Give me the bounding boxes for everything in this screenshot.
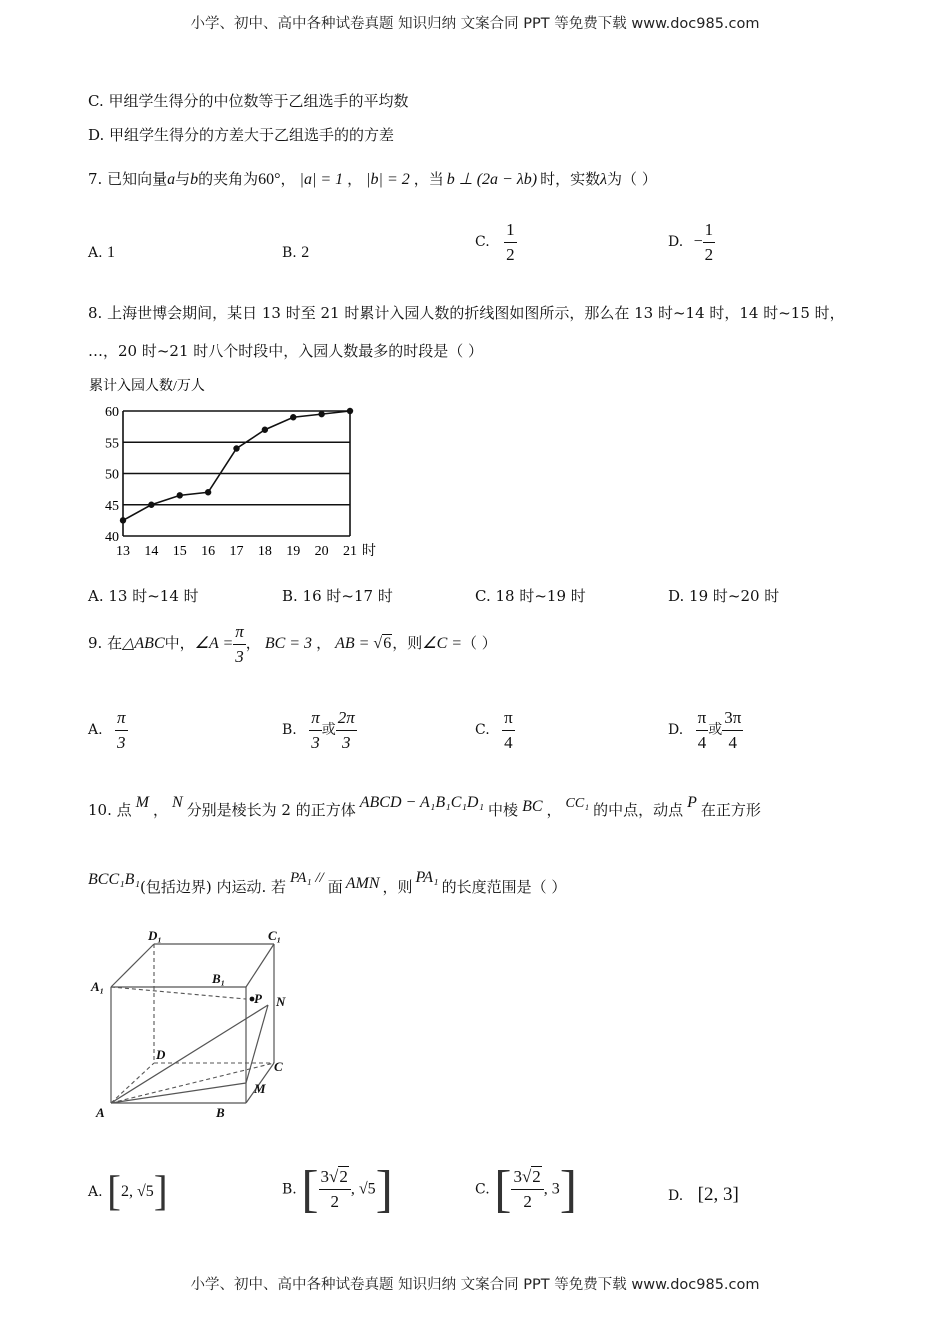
- q10-face: BCC₁B₁: [88, 871, 141, 888]
- q7-option-c-fraction: [504, 220, 517, 264]
- chart-x-tick-16: 16: [201, 544, 216, 559]
- line-a-n: [111, 1005, 268, 1103]
- q10-option-a-label: A.: [88, 1184, 103, 1200]
- q10-option-c-fraction: $\frac{3√2}{2}$: [511, 1167, 543, 1211]
- q7-option-a-value: 1: [107, 244, 116, 261]
- q10-text-midpoint: 的中点，动点: [593, 801, 684, 819]
- chart-title: 累计入园人数/万人: [89, 379, 205, 394]
- q7-lambda: λ: [600, 171, 608, 188]
- q9-option-c-den: 4: [504, 732, 513, 752]
- q9-option-b-label: B.: [282, 722, 297, 739]
- q9-option-d-den-1: 4: [697, 732, 707, 752]
- label-c: C: [274, 1059, 283, 1074]
- q9-option-a-den: 3: [117, 732, 126, 752]
- q7-option-a: [88, 244, 115, 262]
- q7-option-d: [668, 220, 715, 264]
- vector-b: b: [190, 171, 199, 188]
- q8-stem-line-1: 8. 上海世博会期间，某日 13 时至 21 时累计入园人数的折线图如图所示，那么在 13 时~14 时，14 时~15 时，: [88, 304, 845, 322]
- edge-a1-d1: [111, 944, 154, 987]
- q7-option-c-den: 2: [506, 244, 515, 264]
- q7-option-c: [475, 220, 517, 264]
- q9-option-d-label: D.: [668, 722, 684, 739]
- q10-option-c-den: 2: [523, 1192, 532, 1211]
- q9-option-b-den-1: 3: [311, 732, 320, 752]
- q9-option-d-fraction-2: [722, 708, 743, 752]
- q10-stem-line-2: [88, 869, 567, 897]
- q6-option-d: D. 甲组学生得分的方差大于乙组选手的的方差: [88, 126, 395, 144]
- q10-edge-bc: BC: [522, 798, 543, 815]
- q10-pa1-parallel: PA₁ //: [290, 870, 324, 886]
- q10-pa1: PA₁: [415, 869, 439, 886]
- q9-option-d-or: 或: [708, 722, 723, 739]
- line-a1-p-dashed: [111, 987, 246, 999]
- q7-comma-2: ，: [347, 170, 363, 188]
- q9-blank: （ ）: [462, 634, 497, 653]
- q10-point-n: N: [171, 794, 183, 811]
- q9-option-b-den-2: 3: [342, 732, 351, 752]
- q9-option-c-fraction: [502, 708, 515, 752]
- chart-y-tick-55: 55: [105, 436, 119, 452]
- chart-point-19: [290, 414, 296, 420]
- q10-option-b-coef: 3: [320, 1167, 330, 1187]
- chart-grid: [123, 411, 350, 505]
- q6-option-c: C. 甲组学生得分的中位数等于乙组选手的平均数: [88, 92, 409, 110]
- q9-text-1: 9. 在: [88, 634, 123, 653]
- q7-stem: [88, 168, 657, 189]
- q10-point-p: P: [687, 794, 697, 811]
- q9-option-b-fraction-2: [336, 708, 357, 752]
- q10-option-d-label: D.: [668, 1188, 684, 1204]
- q10-text-cube: 分别是棱长为 2 的正方体: [186, 801, 356, 819]
- q10-text-edge: 中棱: [488, 801, 519, 819]
- q10-option-c-label: C.: [475, 1181, 490, 1198]
- q9-option-c-label: C.: [475, 722, 490, 739]
- chart-y-tick-45: 45: [105, 498, 119, 514]
- q7-option-d-num: 1: [703, 220, 716, 243]
- q10-text-1: 10. 点: [88, 801, 132, 819]
- q10-stem-line-1: [88, 794, 761, 820]
- q9-stem: 9. 在△ABC中，∠A = $\frac{\pi}{3}$ ， BC = 3 ， AB = √6，则∠C =（ ）: [88, 622, 497, 666]
- page-footer: 小学、初中、高中各种试卷真题 知识归纳 文案合同 PPT 等免费下载 www.doc985.com: [190, 1277, 760, 1293]
- chart-y-tick-40: 40: [105, 530, 119, 545]
- line-chart: [85, 372, 405, 570]
- q9-angle-a: ∠A =: [194, 635, 234, 653]
- label-b: B: [216, 1105, 225, 1120]
- label-c1: C₁: [268, 928, 282, 943]
- q9-bc: BC = 3: [264, 635, 313, 653]
- q9-option-b-num-2: 2π: [336, 708, 357, 731]
- q9-option-a: [88, 708, 128, 752]
- q7-option-b: [282, 244, 309, 262]
- q10-plane-amn: AMN: [345, 875, 380, 892]
- q10-option-c-tail: , 3: [543, 1180, 560, 1198]
- q10-text-then: ，则: [382, 878, 413, 896]
- q7-text-2: 与: [175, 170, 191, 188]
- edge-b1-c1: [246, 944, 274, 987]
- chart-x-tick-14: 14: [144, 544, 159, 559]
- chart-x-tick-13: 13: [116, 544, 130, 559]
- q7-text-when: ，当: [413, 170, 444, 188]
- chart-y-tick-60: 60: [105, 405, 119, 420]
- cube-diagram: [86, 925, 306, 1125]
- q7-option-c-label: C.: [475, 234, 490, 251]
- q10-option-c-radicand: 2: [532, 1167, 541, 1187]
- chart-y-tick-50: 50: [105, 467, 119, 483]
- q10-edge-cc1: CC₁: [565, 796, 590, 811]
- q9-angle-a-den: 3: [235, 646, 244, 666]
- chart-x-tick-20: 20: [314, 544, 329, 559]
- q10-option-c-coef: 3: [513, 1167, 522, 1187]
- chart-x-tick-15: 15: [172, 544, 187, 559]
- label-m: M: [254, 1081, 266, 1096]
- q7-condition: b ⊥ (2a − λb): [446, 171, 538, 188]
- q10-text-plane: 面: [327, 878, 343, 896]
- q7-option-d-den: 2: [704, 244, 714, 264]
- q7-norm-a: |a| = 1: [299, 171, 344, 188]
- q10-comma-1: ，: [152, 801, 168, 819]
- label-d: D: [156, 1047, 166, 1062]
- chart-point-21: [347, 408, 353, 414]
- q7-angle: 60°: [258, 171, 281, 188]
- q9-ab: AB =: [335, 635, 374, 653]
- chart-x-tick-18: 18: [257, 544, 272, 559]
- q9-ab-radicand: 6: [383, 635, 392, 653]
- chart-point-14: [148, 502, 154, 508]
- q10-option-b-label: B.: [282, 1181, 297, 1198]
- label-a: A: [96, 1105, 105, 1120]
- label-n: N: [276, 994, 286, 1009]
- q10-comma-2: ，: [546, 801, 562, 819]
- q9-option-b-or: 或: [321, 722, 336, 739]
- q9-angle-c: ∠C =: [422, 635, 463, 653]
- q8-option-b: B. 16 时~17 时: [282, 587, 393, 605]
- page-header: 小学、初中、高中各种试卷真题 知识归纳 文案合同 PPT 等免费下载 www.doc985.com: [190, 16, 760, 32]
- q10-blank: 的长度范围是（ ）: [441, 878, 567, 896]
- q7-text-1: 7. 已知向量: [88, 170, 168, 188]
- q8-option-d: D. 19 时~20 时: [668, 587, 780, 605]
- q9-option-d-den-2: 4: [728, 732, 738, 752]
- chart-point-15: [177, 492, 183, 498]
- chart-y-ticks: [105, 405, 119, 545]
- vector-a: a: [167, 171, 176, 188]
- q9-option-d-fraction-1: [696, 708, 709, 752]
- q10-option-b-fraction: $\frac{3√2}{2}$: [319, 1167, 351, 1211]
- label-d1: D₁: [148, 928, 162, 943]
- q7-option-d-sign: −: [693, 233, 703, 251]
- q10-option-a: A. [2, √5]: [88, 1169, 168, 1215]
- q7-blank: 为（ ）: [607, 170, 657, 188]
- q7-option-c-num: 1: [504, 220, 517, 243]
- q10-option-c: C. [ $\frac{3√2}{2}$ , 3]: [475, 1161, 578, 1218]
- q8-stem-line-2: …，20 时~21 时八个时段中，入园人数最多的时段是（ ）: [88, 342, 484, 360]
- q10-option-d-value: [2, 3]: [697, 1184, 739, 1205]
- q7-text-3: 的夹角为: [198, 170, 259, 188]
- q9-text-then: ，则: [392, 634, 423, 653]
- q9-option-c: [475, 708, 515, 752]
- q7-comma-1: ，: [280, 170, 296, 188]
- q7-option-d-label: D.: [668, 234, 684, 251]
- q9-option-b-num-1: π: [309, 708, 322, 731]
- q10-option-b-radicand: 2: [339, 1167, 348, 1187]
- q10-option-d: [668, 1184, 739, 1206]
- chart-point-18: [262, 427, 268, 433]
- chart-x-tick-19: 19: [286, 544, 301, 559]
- q9-option-b: [282, 708, 357, 752]
- q10-text-square: 在正方形: [700, 801, 761, 819]
- q9-option-c-num: π: [502, 708, 515, 731]
- q10-point-m: M: [135, 794, 149, 811]
- q9-option-b-fraction-1: [309, 708, 322, 752]
- q10-option-b-den: 2: [330, 1192, 339, 1211]
- q9-comma-2: ，: [316, 634, 332, 653]
- chart-x-label: 时: [362, 544, 376, 559]
- q9-option-d-num-1: π: [696, 708, 709, 731]
- chart-points: [120, 408, 353, 524]
- q7-text-real: 时，实数: [540, 170, 601, 188]
- q9-angle-a-fraction: [233, 622, 246, 666]
- chart-point-17: [233, 445, 239, 451]
- chart-x-tick-21: 21: [343, 544, 357, 559]
- q10-text-boundary: (包括边界) 内运动. 若: [140, 878, 287, 896]
- q9-comma-1: ，: [245, 634, 261, 653]
- q10-option-a-value: 2, √5: [121, 1183, 154, 1200]
- label-p: P: [254, 991, 262, 1006]
- q10-cube-name: ABCD − A₁B₁C₁D₁: [359, 794, 485, 811]
- chart-point-20: [318, 411, 324, 417]
- q9-option-a-num: π: [115, 708, 128, 731]
- chart-point-16: [205, 489, 211, 495]
- chart-x-tick-17: 17: [229, 544, 244, 559]
- q8-option-c: C. 18 时~19 时: [475, 587, 586, 605]
- q7-option-a-label: A.: [88, 245, 103, 261]
- q7-option-b-label: B.: [282, 245, 297, 261]
- line-a-m: [111, 1083, 246, 1103]
- q9-option-a-label: A.: [88, 722, 103, 739]
- q7-norm-b: |b| = 2: [366, 171, 410, 188]
- q7-option-b-value: 2: [301, 244, 310, 261]
- q9-text-2: 中，: [164, 634, 195, 653]
- chart-point-13: [120, 517, 126, 523]
- q9-option-d-num-2: 3π: [722, 708, 743, 731]
- q9-triangle: △ABC: [122, 635, 165, 653]
- label-b1: B₁: [212, 971, 226, 986]
- q7-option-d-fraction: [703, 220, 716, 264]
- q10-option-b-tail: , √5: [350, 1180, 376, 1198]
- label-a1: A₁: [91, 979, 105, 994]
- q8-option-a: A. 13 时~14 时: [88, 587, 199, 605]
- chart-x-ticks: [116, 544, 357, 559]
- q9-option-d: [668, 708, 743, 752]
- q9-angle-a-num: π: [233, 622, 246, 645]
- q9-option-a-fraction: [115, 708, 128, 752]
- q10-option-b: B. [ $\frac{3√2}{2}$ , √5]: [282, 1161, 393, 1218]
